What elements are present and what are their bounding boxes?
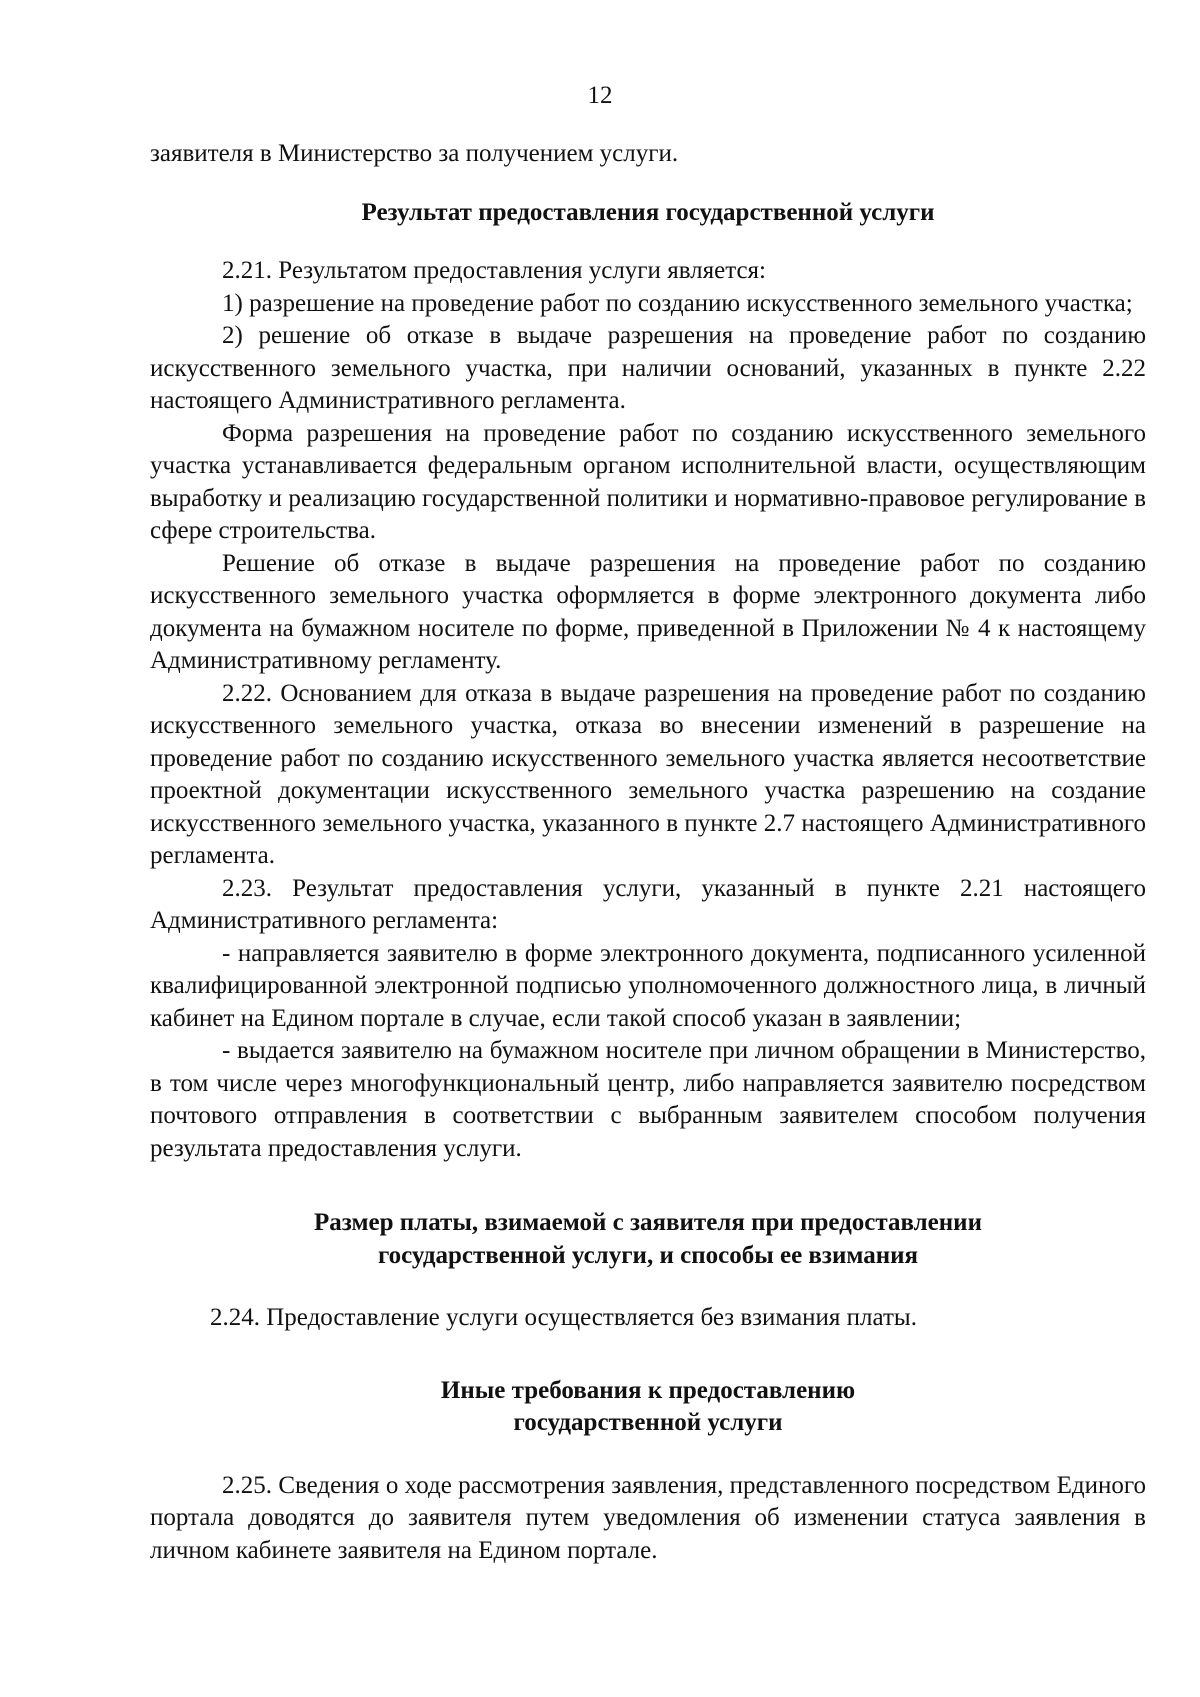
paragraph-2-25: 2.25. Сведения о ходе рассмотрения заявления, представленного посредством Единого портала доводятся до заявителя путем уведомления об изменении статуса заявления в личном кабинете заявителя на Едином портале.: [150, 1471, 1146, 1564]
intro-line: заявителя в Министерство за получением услуги.: [150, 140, 679, 167]
paragraph-refusal-decision: Решение об отказе в выдаче разрешения на проведение работ по созданию искусственного земельного участка оформляется в форме электронного документа либо документа на бумажном носителе по форме, приведенной в Приложении № 4 к настоящему Административному регламенту.: [150, 549, 1146, 674]
page-number: 12: [587, 82, 613, 109]
paragraph-2-23-item-a: - направляется заявителю в форме электронного документа, подписанного усиленной квалифицированной электронной подписью уполномоченного должностного лица, в личный кабинет на Едином портале в случае, если такой способ указан в заявлении;: [150, 939, 1146, 1032]
heading-result: Результат предоставления государственной услуги: [361, 198, 935, 226]
heading-other-requirements: Иные требования к предоставлению государственной услуги: [440, 1376, 856, 1436]
paragraph-permit-form: Форма разрешения на проведение работ по созданию искусственного земельного участка устанавливается федеральным органом исполнительной власти, осуществляющим выработку и реализацию государственной политики и нормативно-правовое регулирование в сфере строительства.: [150, 419, 1146, 544]
paragraph-2-23: 2.23. Результат предоставления услуги, указанный в пункте 2.21 настоящего Административного регламента:: [150, 874, 1146, 934]
paragraph-2-23-item-b: - выдается заявителю на бумажном носителе при личном обращении в Министерство, в том числе через многофункциональный центр, либо направляется заявителю посредством почтового отправления в соответствии с выбранным заявителем способом получения результата предоставления услуги.: [150, 1037, 1146, 1162]
paragraph-2-21-item-1: 1) разрешение на проведение работ по созданию искусственного земельного участка;: [222, 289, 1133, 317]
paragraph-2-21: 2.21. Результатом предоставления услуги является:: [222, 257, 767, 284]
heading-fee: Размер платы, взимаемой с заявителя при предоставлении государственной услуги, и способы ее взимания: [314, 1209, 982, 1269]
paragraph-2-21-item-2: 2) решение об отказе в выдаче разрешения на проведение работ по созданию искусственного земельного участка, при наличии оснований, указанных в пункте 2.22 настоящего Административного регламента.: [150, 322, 1146, 414]
document-body: [150, 138, 1146, 1567]
paragraph-2-22: 2.22. Основанием для отказа в выдаче разрешения на проведение работ по созданию искусственного земельного участка, отказа во внесении изменений в разрешение на проведение работ по созданию искусственного земельного участка является несоответствие проектной документации искусственного земельного участка разрешению на создание искусственного земельного участка, указанного в пункте 2.7 настоящего Административного регламента.: [150, 679, 1146, 869]
paragraph-2-24: 2.24. Предоставление услуги осуществляется без взимания платы.: [210, 1304, 917, 1331]
